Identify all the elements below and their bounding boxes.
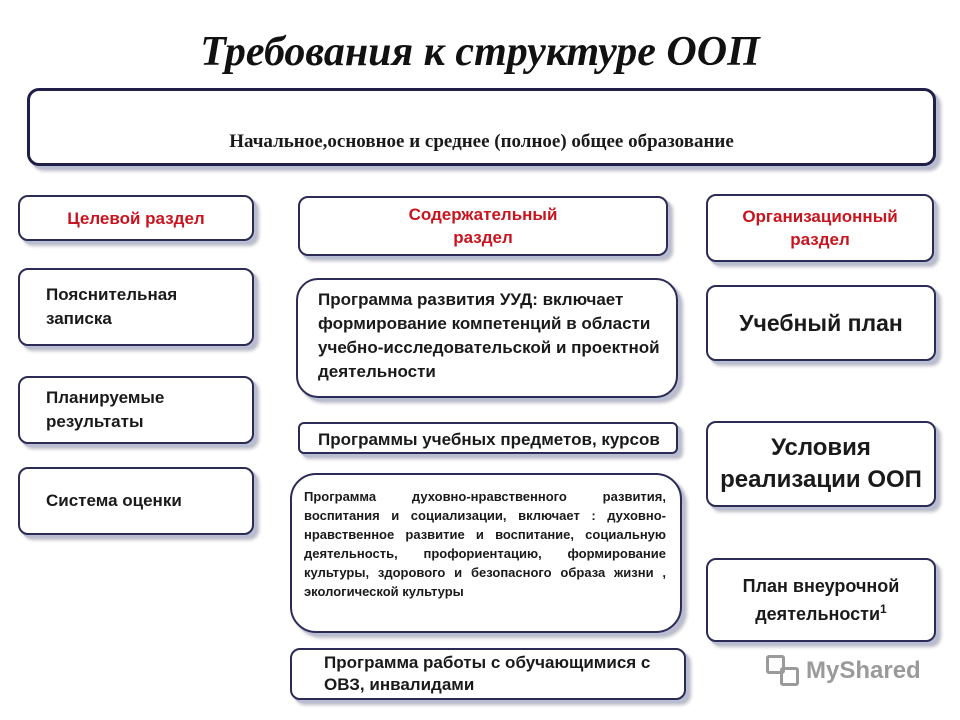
assessment-system-box	[18, 467, 254, 535]
diagram-title: Требования к структуре ООП	[200, 29, 760, 75]
organizational-section-label: Организационный раздел	[742, 207, 898, 249]
uud-program-box	[296, 278, 678, 398]
uud-program-text: Программа развития УУД: включает формирование компетенций в области учебно-исследовательской и проектной деятельности	[318, 290, 660, 381]
explanatory-note-box	[18, 268, 254, 346]
assessment-system-label: Система оценки	[46, 491, 182, 510]
planned-results-box	[18, 376, 254, 444]
content-section-label: Содержательный раздел	[408, 205, 558, 247]
subject-programs-text: Программы учебных предметов, курсов	[318, 430, 660, 449]
curriculum-label: Учебный план	[739, 310, 903, 336]
myshared-watermark	[766, 655, 921, 687]
spiritual-program-text: Программа духовно-нравственного развития, воспитания и социализации, включает : духовно-нравственное развитие и воспитание, социальную деятельность, профориентацию, формирование культуры, здорового и безопасного образа жизни , экологической культуры	[304, 489, 666, 599]
target-section-box	[18, 195, 254, 241]
content-section-box	[298, 196, 668, 256]
implementation-conditions-label: Условия реализации ООП	[720, 434, 922, 493]
education-levels-text: Начальное,основное и среднее (полное) общее образование	[229, 131, 734, 152]
explanatory-note-label: Пояснительная записка	[46, 285, 178, 328]
ovz-program-text: Программа работы с обучающимися с ОВЗ, инвалидами	[324, 653, 651, 694]
extracurricular-plan-box	[706, 558, 936, 642]
footnote-mark: 1	[880, 602, 887, 616]
extracurricular-plan-label	[708, 572, 934, 628]
subject-programs-box	[298, 422, 678, 454]
ovz-program-box	[290, 648, 686, 700]
education-levels-box	[27, 88, 936, 166]
implementation-conditions-box	[706, 421, 936, 507]
myshared-logo-icon	[766, 655, 800, 687]
curriculum-box	[706, 285, 936, 361]
organizational-section-box	[706, 194, 934, 262]
watermark-text: MyShared	[806, 657, 921, 684]
planned-results-label: Планируемые результаты	[46, 388, 165, 431]
spiritual-program-box	[290, 473, 682, 633]
target-section-label: Целевой раздел	[67, 208, 205, 228]
extracurricular-plan-text: План внеурочной деятельности	[742, 576, 900, 624]
